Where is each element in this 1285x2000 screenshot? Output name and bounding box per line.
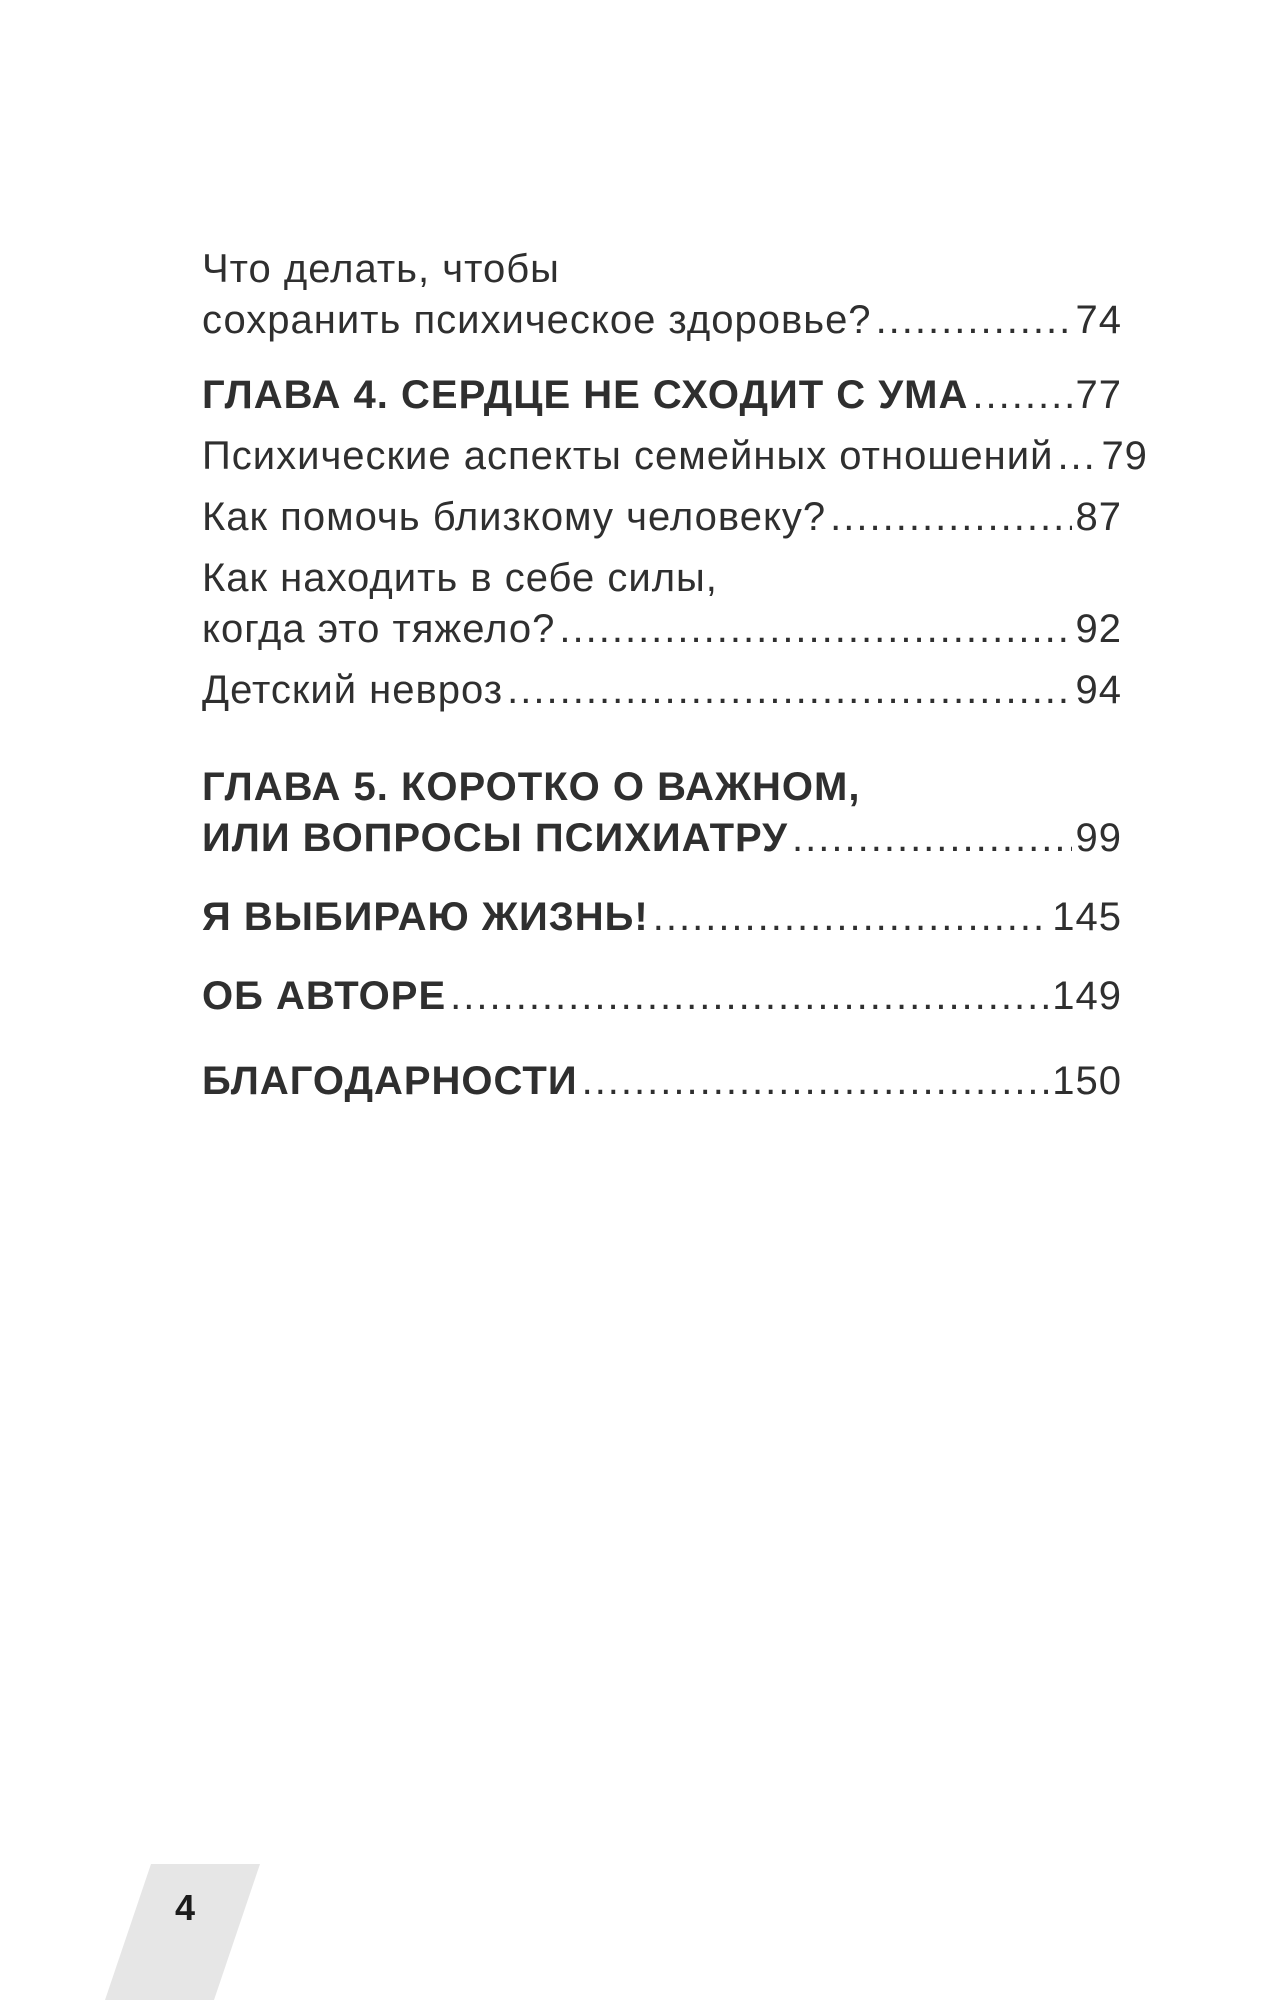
toc-entry-title: Как помочь близкому человеку? <box>202 495 827 539</box>
toc-page-number: 145 <box>1052 895 1122 939</box>
dot-leader <box>450 971 1048 1022</box>
toc-entry-title: Как находить в себе силы, <box>202 556 718 600</box>
toc-entry <box>202 553 1122 655</box>
toc-entry-last-line <box>202 892 1122 943</box>
page-number: 4 <box>174 1887 196 1928</box>
toc-entry-last-line <box>202 604 1122 655</box>
toc-entry-title: Психические аспекты семейных отношений <box>202 434 1054 478</box>
dot-leader <box>792 813 1071 864</box>
dot-leader <box>559 604 1071 655</box>
toc-page-number: 87 <box>1075 495 1122 539</box>
dot-leader <box>653 892 1049 943</box>
toc-entry-title-line <box>202 762 1122 813</box>
toc-entry-last-line <box>202 492 1122 543</box>
dot-leader <box>507 665 1071 716</box>
toc-entry-title: Детский невроз <box>202 668 504 712</box>
toc-chapter <box>202 370 1122 421</box>
toc-page-number: 92 <box>1075 607 1122 651</box>
toc-entry-title: ГЛАВА 5. КОРОТКО О ВАЖНОМ, <box>202 765 861 809</box>
toc-page-number: 79 <box>1101 434 1148 478</box>
toc-entry-last-line <box>202 971 1122 1022</box>
toc-entry-title-line <box>202 553 1122 604</box>
page-number-badge <box>105 1864 260 2000</box>
dot-leader <box>582 1056 1049 1107</box>
dot-leader <box>972 370 1071 421</box>
toc-entry-title-line <box>202 244 1122 295</box>
toc-entry-last-line <box>202 813 1122 864</box>
toc-page-number: 77 <box>1075 373 1122 417</box>
toc-entry-last-line <box>202 1056 1122 1107</box>
toc-entry-last-line <box>202 665 1122 716</box>
toc-entry-title: Что делать, чтобы <box>202 247 560 291</box>
toc-entry-title: сохранить психическое здоровье? <box>202 298 872 342</box>
toc-entry-title: ОБ АВТОРЕ <box>202 974 447 1018</box>
toc-page-number: 99 <box>1075 816 1122 860</box>
toc-entry-last-line <box>202 431 1148 482</box>
page-badge-shape <box>105 1864 260 2000</box>
toc-entry-last-line <box>202 295 1122 346</box>
toc-entry-title: Я ВЫБИРАЮ ЖИЗНЬ! <box>202 895 649 939</box>
toc-chapter <box>202 762 1122 864</box>
toc-page-number: 94 <box>1075 668 1122 712</box>
toc-entry <box>202 492 1122 543</box>
toc-entry <box>202 431 1148 482</box>
toc-entry-title: ГЛАВА 4. СЕРДЦЕ НЕ СХОДИТ С УМА <box>202 373 969 417</box>
toc-entry-title: БЛАГОДАРНОСТИ <box>202 1059 578 1103</box>
toc-entry <box>202 244 1122 346</box>
toc-page-number: 150 <box>1052 1059 1122 1103</box>
toc-chapter <box>202 892 1122 943</box>
toc-entry-title: ИЛИ ВОПРОСЫ ПСИХИАТРУ <box>202 816 789 860</box>
dot-leader <box>1057 431 1097 482</box>
toc-entry-last-line <box>202 370 1122 421</box>
toc-entry-title: когда это тяжело? <box>202 607 556 651</box>
toc-chapter <box>202 1056 1122 1107</box>
table-of-contents <box>202 244 1148 1107</box>
toc-chapter <box>202 971 1122 1022</box>
toc-page-number: 74 <box>1075 298 1122 342</box>
dot-leader <box>876 295 1072 346</box>
toc-entry <box>202 665 1122 716</box>
dot-leader <box>830 492 1071 543</box>
toc-page-number: 149 <box>1052 974 1122 1018</box>
